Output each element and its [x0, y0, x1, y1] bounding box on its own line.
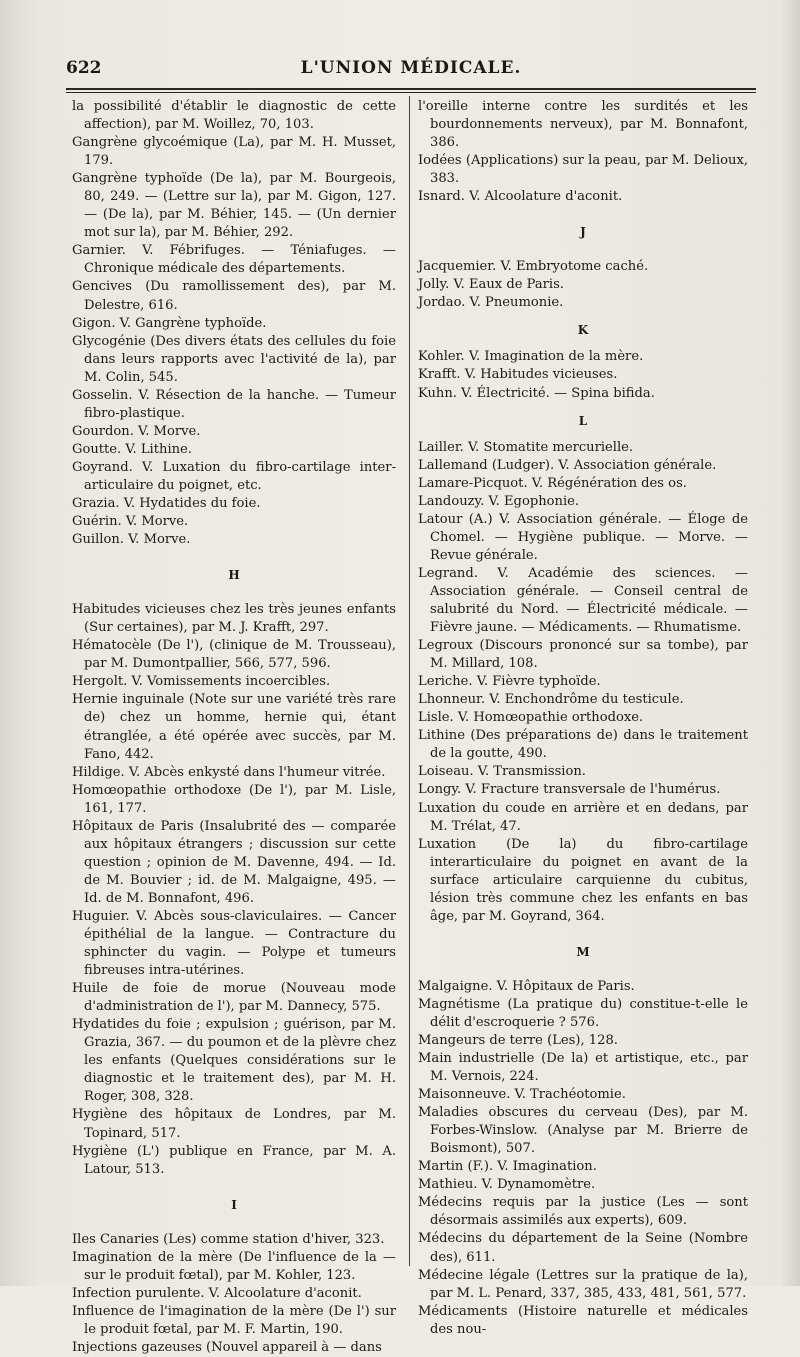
section-letter-i: I [231, 1197, 237, 1212]
index-entry: Homœopathie orthodoxe (De l'), par M. Lisle, 161, 177. [72, 782, 396, 816]
index-entry: Legrand. V. Académie des sciences. — Association générale. — Conseil central de salubrité du Nord. — Électricité médicale. — Fièvre jaune. — Médicaments. — Rhumatisme. [418, 565, 748, 636]
index-entry: Main industrielle (De la) et artistique, etc., par M. Vernois, 224. [418, 1051, 748, 1085]
section-letter-l: L [578, 413, 588, 428]
index-entry: Goutte. V. Lithine. [72, 441, 192, 457]
index-block-g [72, 98, 396, 549]
index-block-j [418, 258, 748, 312]
left-column [72, 98, 396, 1357]
index-entry: Médicaments (Histoire naturelle et médicales des nou- [418, 1303, 748, 1337]
index-entry: Huguier. V. Abcès sous-claviculaires. — Cancer épithélial de la langue. — Contracture du sphincter du vagin. — Polype et tumeurs fibreuses intra-utérines. [72, 908, 396, 979]
index-entry: Hydatides du foie ; expulsion ; guérison, par M. Grazia, 367. — du poumon et de la plèvre chez les enfants (Quelques considérations sur le diagnostic et le traitement des), par M. H. Roger, 308, 328. [72, 1017, 396, 1105]
index-entry: Hématocèle (De l'), (clinique de M. Trousseau), par M. Dumontpallier, 566, 577, 596. [72, 638, 396, 672]
index-entry: Lamare-Picquot. V. Régénération des os. [418, 475, 687, 491]
index-block-k [418, 348, 748, 402]
index-entry: Iodées (Applications) sur la peau, par M. Delioux, 383. [418, 153, 748, 187]
index-entry: Grazia. V. Hydatides du foie. [72, 496, 261, 512]
index-entry: Imagination de la mère (De l'influence de la — sur le produit fœtal), par M. Kohler, 123. [72, 1249, 396, 1283]
index-entry: Luxation (De la) du fibro-cartilage interarticulaire du poignet en avant de la surface articulaire carquienne du cubitus, lésion très commune chez les enfants en bas âge, par M. Goyrand, 364. [418, 836, 748, 924]
index-entry: Gangrène glycoémique (La), par M. H. Musset, 179. [72, 135, 396, 169]
index-entry: Hygiène (L') publique en France, par M. A. Latour, 513. [72, 1143, 396, 1177]
index-entry: Injections gazeuses (Nouvel appareil à — dans [72, 1339, 382, 1355]
index-entry: Latour (A.) V. Association générale. — Éloge de Chomel. — Hygiène publique. — Morve. — Revue générale. [418, 511, 748, 563]
index-entry: Mangeurs de terre (Les), 128. [418, 1032, 618, 1048]
index-entry: Luxation du coude en arrière et en dedans, par M. Trélat, 47. [418, 800, 748, 834]
index-entry: Maisonneuve. V. Trachéotomie. [418, 1087, 626, 1103]
index-entry: Legroux (Discours prononcé sur sa tombe), par M. Millard, 108. [418, 638, 748, 672]
index-entry: Lithine (Des préparations de) dans le traitement de la goutte, 490. [418, 728, 748, 762]
index-entry: Guillon. V. Morve. [72, 532, 191, 548]
index-entry: Huile de foie de morue (Nouveau mode d'administration de l'), par M. Dannecy, 575. [72, 981, 396, 1015]
index-block-h [72, 601, 396, 1179]
column-divider [409, 96, 410, 1266]
index-entry: Garnier. V. Fébrifuges. — Téniafuges. — Chronique médicale des départements. [72, 243, 396, 277]
index-entry: Hildige. V. Abcès enkysté dans l'humeur vitrée. [72, 764, 386, 780]
index-entry: Glycogénie (Des divers états des cellules du foie dans leurs rapports avec l'activité de la), par M. Colin, 545. [72, 333, 396, 385]
index-entry: Lailler. V. Stomatite mercurielle. [418, 439, 634, 455]
index-entry: Jacquemier. V. Embryotome caché. [418, 259, 649, 275]
index-entry: Hôpitaux de Paris (Insalubrité des — comparée aux hôpitaux étrangers ; discussion sur cette question ; opinion de M. Davenne, 494. — Id. de M. Bouvier ; id. de M. Malgaigne, 495. — Id. de M. Bonnafont, 496. [72, 818, 396, 906]
section-letter-j: J [580, 225, 586, 240]
index-entry: Influence de l'imagination de la mère (De l') sur le produit fœtal, par M. F. Martin, 190. [72, 1303, 396, 1337]
index-entry: Goyrand. V. Luxation du fibro-cartilage inter-articulaire du poignet, etc. [72, 459, 396, 493]
index-entry: Magnétisme (La pratique du) constitue-t-elle le délit d'escroquerie ? 576. [418, 996, 748, 1030]
page-number: 622 [66, 58, 102, 78]
index-entry: Guérin. V. Morve. [72, 514, 189, 530]
index-entry: Isnard. V. Alcoolature d'aconit. [418, 189, 623, 205]
index-entry: Krafft. V. Habitudes vicieuses. [418, 367, 618, 383]
header-rule [66, 88, 756, 90]
index-entry: Médecine légale (Lettres sur la pratique de la), par M. L. Penard, 337, 385, 433, 481, 561, 577. [418, 1267, 748, 1301]
section-letter-h: H [228, 568, 240, 583]
header-rule-thin [66, 92, 756, 93]
index-entry: Infection purulente. V. Alcoolature d'aconit. [72, 1285, 362, 1301]
index-block-l [418, 439, 748, 926]
index-entry: Jordao. V. Pneumonie. [418, 295, 564, 311]
index-entry: Gosselin. V. Résection de la hanche. — Tumeur fibro-plastique. [72, 387, 396, 421]
index-entry: Hygiène des hôpitaux de Londres, par M. Topinard, 517. [72, 1107, 396, 1141]
index-entry: Lallemand (Ludger). V. Association générale. [418, 457, 717, 473]
index-entry: Longy. V. Fracture transversale de l'humérus. [418, 782, 721, 798]
section-letter-m: M [576, 944, 590, 959]
index-entry: Médecins du département de la Seine (Nombre des), 611. [418, 1231, 748, 1265]
right-column [418, 98, 748, 1339]
index-entry: Gangrène typhoïde (De la), par M. Bourgeois, 80, 249. — (Lettre sur la), par M. Gigon, 127. — (De la), par M. Béhier, 145. — (Un dernier mot sur la), par M. Béhier, 292. [72, 171, 396, 241]
index-entry: Loiseau. V. Transmission. [418, 764, 586, 780]
index-block-i-cont [418, 98, 748, 206]
index-entry: Maladies obscures du cerveau (Des), par M. Forbes-Winslow. (Analyse par M. Brierre de Boismont), 507. [418, 1105, 748, 1157]
index-entry: Gigon. V. Gangrène typhoïde. [72, 315, 267, 331]
index-entry: Landouzy. V. Egophonie. [418, 493, 580, 509]
index-entry: Martin (F.). V. Imagination. [418, 1159, 597, 1175]
index-entry: l'oreille interne contre les surdités et les bourdonnements nerveux), par M. Bonnafont, 386. [418, 99, 748, 151]
index-entry: Malgaigne. V. Hôpitaux de Paris. [418, 978, 635, 994]
index-entry: Gencives (Du ramollissement des), par M. Delestre, 616. [72, 279, 396, 313]
index-entry: Kohler. V. Imagination de la mère. [418, 349, 644, 365]
running-title: L'UNION MÉDICALE. [300, 58, 522, 78]
index-entry: Jolly. V. Eaux de Paris. [418, 277, 564, 293]
index-entry: Kuhn. V. Électricité. — Spina bifida. [418, 385, 655, 401]
section-letter-k: K [577, 323, 589, 338]
index-entry: Gourdon. V. Morve. [72, 423, 201, 439]
index-entry: la possibilité d'établir le diagnostic de cette affection), par M. Woillez, 70, 103. [72, 99, 396, 133]
index-entry: Mathieu. V. Dynamomètre. [418, 1177, 596, 1193]
page-header [66, 58, 756, 82]
index-entry: Habitudes vicieuses chez les très jeunes enfants (Sur certaines), par M. J. Krafft, 297. [72, 602, 396, 636]
index-entry: Leriche. V. Fièvre typhoïde. [418, 674, 601, 690]
index-entry: Médecins requis par la justice (Les — sont désormais assimilés aux experts), 609. [418, 1195, 748, 1229]
index-entry: Iles Canaries (Les) comme station d'hiver, 323. [72, 1231, 385, 1247]
index-entry: Hergolt. V. Vomissements incoercibles. [72, 674, 331, 690]
index-entry: Lhonneur. V. Enchondrôme du testicule. [418, 692, 684, 708]
index-block-m [418, 978, 748, 1339]
index-entry: Lisle. V. Homœopathie orthodoxe. [418, 710, 644, 726]
index-entry: Hernie inguinale (Note sur une variété très rare de) chez un homme, hernie qui, étant étranglée, a été opérée avec succès, par M. Fano, 442. [72, 692, 396, 762]
index-block-i [72, 1231, 396, 1357]
